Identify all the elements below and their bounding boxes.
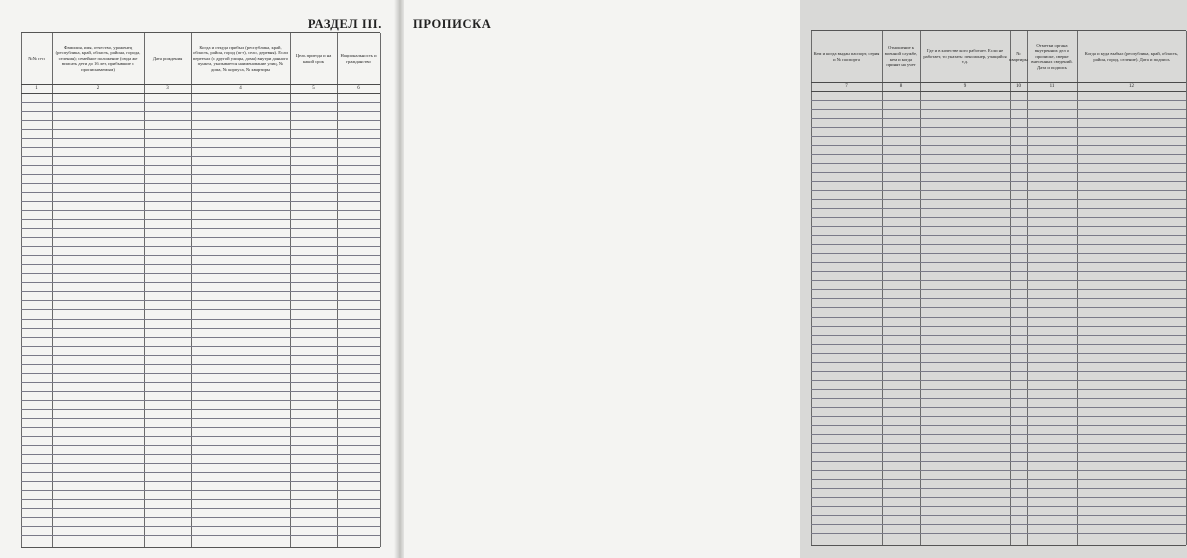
row-line — [811, 326, 1186, 327]
row-line — [21, 291, 380, 292]
row-line — [21, 472, 380, 473]
row-line — [21, 309, 380, 310]
left-page — [0, 0, 396, 558]
row-line — [21, 409, 380, 410]
row-line — [21, 463, 380, 464]
section-heading: ПРОПИСКА — [413, 17, 492, 31]
row-line — [811, 289, 1186, 290]
row-line — [21, 210, 380, 211]
row-line — [811, 307, 1186, 308]
row-line — [811, 497, 1186, 498]
row-line — [21, 517, 380, 518]
row-line — [21, 192, 380, 193]
row-line — [811, 353, 1186, 354]
row-line — [811, 136, 1186, 137]
row-line — [811, 199, 1186, 200]
row-line — [21, 273, 380, 274]
column-number: 5 — [312, 86, 315, 91]
column-number: 1 — [35, 86, 38, 91]
column-number: 7 — [845, 84, 848, 89]
row-line — [21, 156, 380, 157]
row-line — [21, 219, 380, 220]
row-line — [21, 129, 380, 130]
row-line — [811, 461, 1186, 462]
registration-table-right — [811, 30, 1186, 546]
row-line — [21, 499, 380, 500]
row-line — [21, 300, 380, 301]
row-line — [811, 389, 1186, 390]
column-number: 9 — [963, 84, 967, 89]
column-header-left-4: Когда и откуда прибыл (республика, край, область, район, город (пгт), село, деревня). Если переехал (с другой улицы, дома) внутри данного пункта, указывается наименование улиц, № дома, № корпуса, № квартиры — [192, 44, 289, 72]
row-line — [21, 400, 380, 401]
row-line — [811, 100, 1186, 101]
row-line — [21, 255, 380, 256]
row-line — [21, 138, 380, 139]
row-line — [21, 328, 380, 329]
row-line — [21, 84, 380, 85]
column-header-left-1: №№ п-п — [28, 55, 45, 61]
registration-table-left — [21, 32, 380, 548]
row-line — [811, 190, 1186, 191]
row-line — [21, 391, 380, 392]
row-line — [21, 282, 380, 283]
column-header-left-6: Национальность и гражданство — [340, 52, 377, 64]
column-header-right-4: № квартиры — [1009, 50, 1028, 62]
column-divider — [380, 33, 381, 547]
column-number: 6 — [357, 86, 360, 91]
row-line — [21, 364, 380, 365]
row-line — [811, 226, 1186, 227]
column-number: 10 — [1016, 84, 1021, 89]
row-line — [811, 452, 1186, 453]
row-line — [811, 506, 1186, 507]
row-line — [21, 508, 380, 509]
row-line — [21, 93, 380, 94]
row-line — [21, 454, 380, 455]
row-line — [21, 427, 380, 428]
row-line — [21, 418, 380, 419]
row-line — [811, 208, 1186, 209]
row-line — [21, 264, 380, 265]
right-page — [404, 0, 1179, 558]
row-line — [811, 470, 1186, 471]
column-number: 12 — [1129, 84, 1134, 89]
row-line — [21, 526, 380, 527]
row-line — [811, 515, 1186, 516]
column-header-right-3: Где и в качестве кого работает. Если не работает, то указать: пенсионер, учащийся т.д. — [923, 48, 1007, 65]
row-line — [811, 380, 1186, 381]
row-line — [811, 335, 1186, 336]
column-number: 3 — [166, 86, 169, 91]
row-line — [21, 174, 380, 175]
row-line — [811, 163, 1186, 164]
row-line — [811, 533, 1186, 534]
row-line — [811, 82, 1186, 83]
column-header-left-5: Цель приезда и на какой срок — [295, 52, 332, 64]
column-header-right-5: Отметки органа внутренних дел о прописке, сверке внесенных сведений. Дата и подпись — [1031, 42, 1073, 70]
row-line — [21, 535, 380, 536]
row-line — [21, 373, 380, 374]
row-line — [21, 183, 380, 184]
column-header-right-6: Когда и куда выбыл (республика, край, область, район, город, селение). Дата и подпись — [1084, 50, 1179, 62]
row-line — [21, 355, 380, 356]
row-line — [21, 445, 380, 446]
column-number: 4 — [239, 86, 242, 91]
row-line — [811, 154, 1186, 155]
column-header-left-2: Фамилия, имя, отчество, уроженец (республика, край, область, района, города, селения); семейное положение (сюда же вписать дети до 16 лет, прибывшие с прописываемым) — [55, 44, 141, 72]
row-line — [811, 127, 1186, 128]
row-line — [811, 280, 1186, 281]
column-number: 11 — [1049, 84, 1055, 89]
row-line — [21, 111, 380, 112]
row-line — [21, 337, 380, 338]
row-line — [21, 436, 380, 437]
row-line — [811, 434, 1186, 435]
row-line — [811, 398, 1186, 399]
row-line — [811, 91, 1186, 92]
column-header-left-3: Дата рождения — [152, 55, 183, 61]
row-line — [811, 524, 1186, 525]
column-number: 8 — [899, 84, 903, 89]
row-line — [21, 147, 380, 148]
row-line — [21, 165, 380, 166]
row-line — [21, 228, 380, 229]
row-line — [811, 298, 1186, 299]
row-line — [811, 371, 1186, 372]
row-line — [21, 481, 380, 482]
row-line — [21, 102, 380, 103]
row-line — [811, 145, 1186, 146]
row-line — [811, 416, 1186, 417]
row-line — [811, 217, 1186, 218]
row-line — [811, 109, 1186, 110]
row-line — [21, 120, 380, 121]
row-line — [811, 479, 1186, 480]
row-line — [811, 253, 1186, 254]
row-line — [811, 425, 1186, 426]
row-line — [811, 181, 1186, 182]
row-line — [811, 407, 1186, 408]
row-line — [21, 346, 380, 347]
column-header-right-2: Отношение к военной службе, кем и когда принят на учет — [884, 45, 918, 68]
row-line — [21, 237, 380, 238]
column-number: 2 — [96, 86, 100, 91]
row-line — [811, 488, 1186, 489]
row-line — [811, 172, 1186, 173]
row-line — [811, 362, 1186, 363]
row-line — [21, 382, 380, 383]
row-line — [811, 317, 1186, 318]
row-line — [811, 235, 1186, 236]
row-line — [21, 490, 380, 491]
row-line — [811, 344, 1186, 345]
row-line — [811, 118, 1186, 119]
row-line — [21, 319, 380, 320]
section-title: РАЗДЕЛ III. — [307, 17, 382, 31]
row-line — [21, 201, 380, 202]
row-line — [811, 443, 1186, 444]
row-line — [811, 271, 1186, 272]
row-line — [21, 246, 380, 247]
row-line — [811, 262, 1186, 263]
row-line — [811, 244, 1186, 245]
column-header-right-1: Кем и когда выдан паспорт, серия и № паспорта — [813, 50, 880, 62]
